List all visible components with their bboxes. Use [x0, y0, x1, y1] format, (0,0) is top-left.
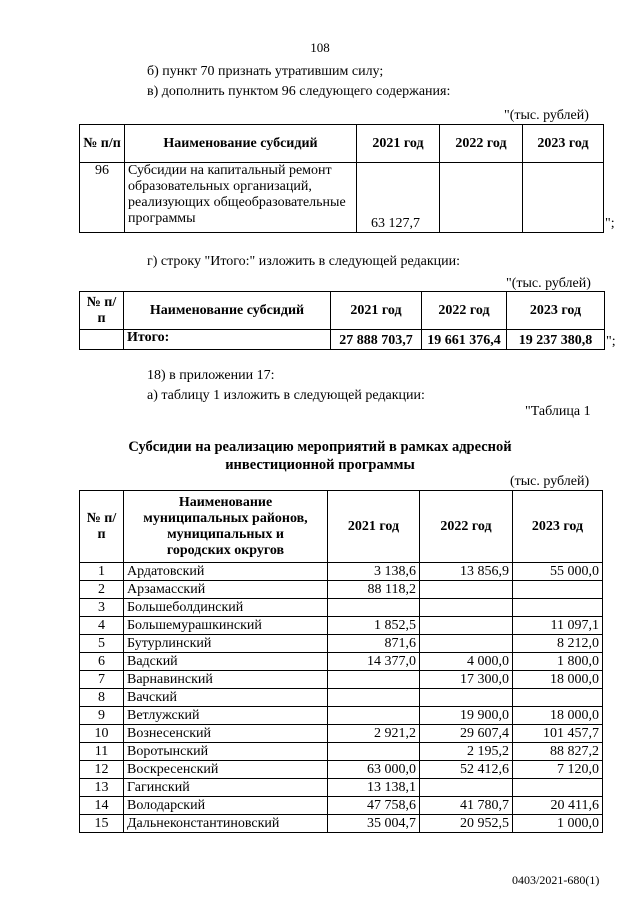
value-2023: 19 237 380,8	[507, 330, 605, 350]
row-name: Володарский	[124, 797, 328, 815]
row-name: Вачский	[124, 689, 328, 707]
table-row	[80, 815, 603, 833]
value-2021: 63 127,7	[357, 163, 440, 233]
row-number: 9	[80, 707, 124, 725]
page-number: 108	[310, 40, 330, 55]
row-name: Арзамасский	[124, 581, 328, 599]
value-2023: 88 827,2	[513, 743, 603, 761]
end-mark-2: ";	[606, 334, 616, 349]
row-name: Варнавинский	[124, 671, 328, 689]
value-2023: 1 000,0	[513, 815, 603, 833]
unit-label-3: (тыс. рублей)	[510, 474, 590, 489]
row-number: 15	[80, 815, 124, 833]
value-2021: 88 118,2	[328, 581, 420, 599]
value-2021: 27 888 703,7	[331, 330, 422, 350]
row-name: Итого:	[124, 330, 331, 350]
row-number: 2	[80, 581, 124, 599]
header-name: Наименование субсидий	[124, 292, 331, 330]
line-18: 18) в приложении 17:	[147, 368, 275, 383]
table-row	[80, 635, 603, 653]
header-2021: 2021 год	[357, 125, 440, 163]
row-name: Вознесенский	[124, 725, 328, 743]
value-2023: 18 000,0	[513, 671, 603, 689]
value-2022	[420, 581, 513, 599]
table-row	[80, 671, 603, 689]
row-number: 96	[80, 163, 125, 233]
value-2021: 1 852,5	[328, 617, 420, 635]
value-2022	[420, 689, 513, 707]
value-2022: 52 412,6	[420, 761, 513, 779]
row-number: 11	[80, 743, 124, 761]
line-a: а) таблицу 1 изложить в следующей редакции:	[147, 388, 425, 403]
table-row	[80, 797, 603, 815]
value-2021	[328, 707, 420, 725]
row-number: 5	[80, 635, 124, 653]
header-no: № п/п	[80, 491, 124, 563]
end-mark-1: ";	[605, 216, 615, 231]
row-name: Воскресенский	[124, 761, 328, 779]
value-2022: 20 952,5	[420, 815, 513, 833]
value-2022: 4 000,0	[420, 653, 513, 671]
row-name: Ветлужский	[124, 707, 328, 725]
value-2021: 35 004,7	[328, 815, 420, 833]
value-2021: 63 000,0	[328, 761, 420, 779]
value-2021: 2 921,2	[328, 725, 420, 743]
header-2023: 2023 год	[507, 292, 605, 330]
row-number: 10	[80, 725, 124, 743]
table-row	[80, 653, 603, 671]
value-2023: 101 457,7	[513, 725, 603, 743]
row-name: Большемурашкинский	[124, 617, 328, 635]
row-name: Вадский	[124, 653, 328, 671]
row-name: Большеболдинский	[124, 599, 328, 617]
value-2021	[328, 599, 420, 617]
table-row	[80, 599, 603, 617]
table-row	[80, 163, 604, 233]
table-row	[80, 743, 603, 761]
value-2023: 7 120,0	[513, 761, 603, 779]
value-2023: 11 097,1	[513, 617, 603, 635]
row-name: Воротынский	[124, 743, 328, 761]
row-number: 3	[80, 599, 124, 617]
value-2021: 47 758,6	[328, 797, 420, 815]
table-row	[80, 330, 605, 350]
value-2022: 13 856,9	[420, 563, 513, 581]
value-2023	[513, 689, 603, 707]
header-2021: 2021 год	[331, 292, 422, 330]
row-name: Гагинский	[124, 779, 328, 797]
row-number: 1	[80, 563, 124, 581]
value-2023	[513, 581, 603, 599]
municipal-subsidy-table	[79, 490, 603, 833]
row-name: Дальнеконстантиновский	[124, 815, 328, 833]
table-row	[80, 779, 603, 797]
row-number: 7	[80, 671, 124, 689]
row-name: Бутурлинский	[124, 635, 328, 653]
row-number: 12	[80, 761, 124, 779]
value-2022	[420, 635, 513, 653]
value-2022: 41 780,7	[420, 797, 513, 815]
row-name: Субсидии на капитальный ремонт образовательных организаций, реализующих общеобразовательные программы	[125, 163, 357, 233]
row-number: 13	[80, 779, 124, 797]
row-name: Ардатовский	[124, 563, 328, 581]
value-2023	[513, 599, 603, 617]
value-2021	[328, 689, 420, 707]
table-label: "Таблица 1	[525, 404, 591, 419]
value-2023: 8 212,0	[513, 635, 603, 653]
row-number: 4	[80, 617, 124, 635]
value-2022: 29 607,4	[420, 725, 513, 743]
unit-label-2: "(тыс. рублей)	[506, 276, 591, 291]
value-2021: 14 377,0	[328, 653, 420, 671]
document-code: 0403/2021-680(1)	[512, 873, 600, 887]
row-number: 6	[80, 653, 124, 671]
value-2023: 1 800,0	[513, 653, 603, 671]
subsidy-table-1	[79, 124, 604, 233]
subsidy-total-table	[79, 291, 605, 350]
header-no: № п/п	[80, 125, 125, 163]
table-row	[80, 761, 603, 779]
table-row	[80, 563, 603, 581]
row-number: 8	[80, 689, 124, 707]
value-2022: 17 300,0	[420, 671, 513, 689]
table-row	[80, 707, 603, 725]
value-2021: 871,6	[328, 635, 420, 653]
value-2023: 55 000,0	[513, 563, 603, 581]
value-2021	[328, 671, 420, 689]
line-b: б) пункт 70 признать утратившим силу;	[147, 64, 384, 79]
table-title: Субсидии на реализацию мероприятий в рамках адресной инвестиционной программы	[128, 439, 512, 473]
value-2022	[420, 599, 513, 617]
header-2023: 2023 год	[513, 491, 603, 563]
value-2022	[420, 617, 513, 635]
row-number: 14	[80, 797, 124, 815]
line-v: в) дополнить пунктом 96 следующего содержания:	[147, 84, 451, 99]
table-row	[80, 581, 603, 599]
value-2021: 3 138,6	[328, 563, 420, 581]
value-2022	[440, 163, 523, 233]
header-2022: 2022 год	[440, 125, 523, 163]
header-2023: 2023 год	[523, 125, 604, 163]
header-2022: 2022 год	[420, 491, 513, 563]
value-2022	[420, 779, 513, 797]
value-2023: 20 411,6	[513, 797, 603, 815]
row-number	[80, 330, 124, 350]
unit-label-1: "(тыс. рублей)	[504, 108, 589, 123]
table-row	[80, 617, 603, 635]
header-name: Наименование муниципальных районов, муниципальных и городских округов	[124, 491, 328, 563]
value-2022: 19 900,0	[420, 707, 513, 725]
value-2021	[328, 743, 420, 761]
table-row	[80, 725, 603, 743]
value-2023	[513, 779, 603, 797]
value-2022: 19 661 376,4	[422, 330, 507, 350]
header-2021: 2021 год	[328, 491, 420, 563]
value-2022: 2 195,2	[420, 743, 513, 761]
header-name: Наименование субсидий	[125, 125, 357, 163]
header-no: № п/п	[80, 292, 124, 330]
table-row	[80, 689, 603, 707]
value-2021: 13 138,1	[328, 779, 420, 797]
value-2023: 18 000,0	[513, 707, 603, 725]
header-2022: 2022 год	[422, 292, 507, 330]
line-g: г) строку "Итого:" изложить в следующей редакции:	[147, 254, 461, 269]
value-2023	[523, 163, 604, 233]
